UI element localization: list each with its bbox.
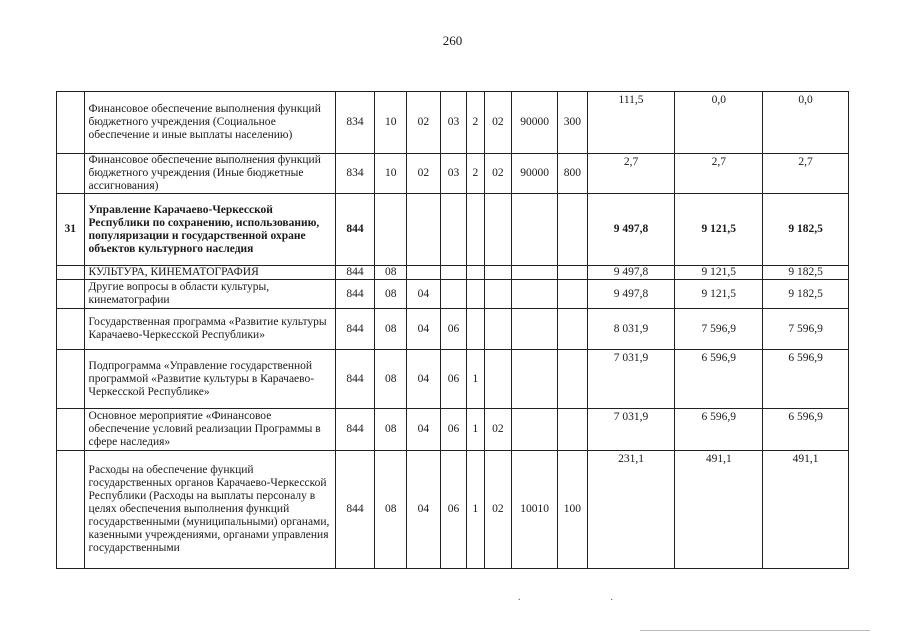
code-cell-c7: 90000 (512, 92, 558, 154)
row-number-cell (57, 409, 85, 451)
code-cell-c3: 04 (407, 350, 441, 409)
scan-marks: . . (518, 592, 613, 603)
amount-cell-v2: 491,1 (675, 451, 763, 569)
item-name-cell: Управление Карачаево-Черкесской Республики по сохранению, использованию, популяризации и государственной охране объектов культурного наследия (84, 194, 335, 266)
code-cell-c5: 1 (467, 409, 484, 451)
code-cell-c4: 06 (440, 451, 467, 569)
item-name-cell: Финансовое обеспечение выполнения функций бюджетного учреждения (Социальное обеспечение и иные выплаты населению) (84, 92, 335, 154)
code-cell-c6 (484, 350, 512, 409)
code-cell-c3: 04 (407, 451, 441, 569)
row-number-cell (57, 309, 85, 350)
code-cell-c1: 844 (335, 194, 375, 266)
item-name-cell: Государственная программа «Развитие культуры Карачаево-Черкесской Республики» (84, 309, 335, 350)
row-number-cell (57, 266, 85, 280)
amount-cell-v3: 6 596,9 (763, 409, 849, 451)
code-cell-c8 (558, 280, 588, 309)
table-row (57, 194, 849, 266)
code-cell-c7: 90000 (512, 154, 558, 194)
code-cell-c8 (558, 266, 588, 280)
code-cell-c2: 08 (375, 409, 407, 451)
code-cell-c7 (512, 409, 558, 451)
code-cell-c5: 2 (467, 92, 484, 154)
code-cell-c2: 08 (375, 309, 407, 350)
code-cell-c5: 1 (467, 451, 484, 569)
item-name-cell: Основное мероприятие «Финансовое обеспечение условий реализации Программы в сфере наследия» (84, 409, 335, 451)
code-cell-c2: 08 (375, 266, 407, 280)
code-cell-c2: 08 (375, 350, 407, 409)
code-cell-c6: 02 (484, 92, 512, 154)
code-cell-c4 (440, 266, 467, 280)
row-number-cell (57, 92, 85, 154)
amount-cell-v2: 9 121,5 (675, 280, 763, 309)
table-row (57, 309, 849, 350)
code-cell-c1: 844 (335, 451, 375, 569)
row-number-cell (57, 451, 85, 569)
item-name-cell: Другие вопросы в области культуры, кинематографии (84, 280, 335, 309)
code-cell-c2: 08 (375, 451, 407, 569)
code-cell-c4: 06 (440, 309, 467, 350)
code-cell-c1: 844 (335, 266, 375, 280)
code-cell-c2: 10 (375, 92, 407, 154)
amount-cell-v1: 9 497,8 (587, 280, 675, 309)
code-cell-c4: 06 (440, 409, 467, 451)
code-cell-c8 (558, 350, 588, 409)
amount-cell-v1: 7 031,9 (587, 350, 675, 409)
table-row (57, 409, 849, 451)
code-cell-c8: 800 (558, 154, 588, 194)
code-cell-c3 (407, 194, 441, 266)
amount-cell-v1: 231,1 (587, 451, 675, 569)
code-cell-c1: 844 (335, 409, 375, 451)
code-cell-c1: 844 (335, 280, 375, 309)
code-cell-c5: 1 (467, 350, 484, 409)
amount-cell-v3: 9 182,5 (763, 194, 849, 266)
code-cell-c7 (512, 350, 558, 409)
row-number-cell (57, 280, 85, 309)
code-cell-c7: 10010 (512, 451, 558, 569)
amount-cell-v1: 9 497,8 (587, 194, 675, 266)
code-cell-c7 (512, 266, 558, 280)
item-name-cell: Подпрограмма «Управление государственной программой «Развитие культуры в Карачаево-Черкесской Республике» (84, 350, 335, 409)
code-cell-c5 (467, 309, 484, 350)
item-name-cell: Расходы на обеспечение функций государственных органов Карачаево-Черкесской Республики (Расходы на выплаты персоналу в целях обеспечения выполнения функций государственными (муниципальными) органами, казенными учреждениями, органами управления государственными (84, 451, 335, 569)
code-cell-c6: 02 (484, 409, 512, 451)
table-row (57, 154, 849, 194)
amount-cell-v3: 9 182,5 (763, 280, 849, 309)
table-row (57, 92, 849, 154)
table-row (57, 451, 849, 569)
code-cell-c6 (484, 309, 512, 350)
code-cell-c8 (558, 194, 588, 266)
code-cell-c1: 844 (335, 350, 375, 409)
code-cell-c2 (375, 194, 407, 266)
code-cell-c3: 02 (407, 92, 441, 154)
code-cell-c5 (467, 194, 484, 266)
amount-cell-v3: 9 182,5 (763, 266, 849, 280)
code-cell-c2: 10 (375, 154, 407, 194)
row-number-cell: 31 (57, 194, 85, 266)
code-cell-c3: 04 (407, 409, 441, 451)
amount-cell-v3: 491,1 (763, 451, 849, 569)
code-cell-c1: 834 (335, 92, 375, 154)
amount-cell-v3: 6 596,9 (763, 350, 849, 409)
amount-cell-v2: 2,7 (675, 154, 763, 194)
code-cell-c5: 2 (467, 154, 484, 194)
code-cell-c8: 300 (558, 92, 588, 154)
scan-edge-line (640, 630, 870, 631)
code-cell-c1: 844 (335, 309, 375, 350)
amount-cell-v1: 7 031,9 (587, 409, 675, 451)
code-cell-c7 (512, 194, 558, 266)
code-cell-c3: 04 (407, 309, 441, 350)
code-cell-c7 (512, 309, 558, 350)
amount-cell-v1: 111,5 (587, 92, 675, 154)
table-row (57, 266, 849, 280)
amount-cell-v2: 9 121,5 (675, 194, 763, 266)
amount-cell-v2: 7 596,9 (675, 309, 763, 350)
budget-table (56, 91, 849, 569)
amount-cell-v3: 7 596,9 (763, 309, 849, 350)
code-cell-c4: 06 (440, 350, 467, 409)
code-cell-c4 (440, 194, 467, 266)
code-cell-c8: 100 (558, 451, 588, 569)
code-cell-c1: 834 (335, 154, 375, 194)
code-cell-c3 (407, 266, 441, 280)
item-name-cell: Финансовое обеспечение выполнения функций бюджетного учреждения (Иные бюджетные ассигнования) (84, 154, 335, 194)
amount-cell-v2: 0,0 (675, 92, 763, 154)
code-cell-c4 (440, 280, 467, 309)
amount-cell-v2: 6 596,9 (675, 350, 763, 409)
table-row (57, 350, 849, 409)
page-number: 260 (442, 33, 463, 48)
amount-cell-v1: 9 497,8 (587, 266, 675, 280)
code-cell-c3: 02 (407, 154, 441, 194)
code-cell-c6 (484, 266, 512, 280)
code-cell-c8 (558, 309, 588, 350)
row-number-cell (57, 350, 85, 409)
item-name-cell: КУЛЬТУРА, КИНЕМАТОГРАФИЯ (84, 266, 335, 280)
code-cell-c5 (467, 280, 484, 309)
amount-cell-v1: 8 031,9 (587, 309, 675, 350)
row-number-cell (57, 154, 85, 194)
amount-cell-v2: 9 121,5 (675, 266, 763, 280)
code-cell-c4: 03 (440, 154, 467, 194)
amount-cell-v3: 0,0 (763, 92, 849, 154)
amount-cell-v2: 6 596,9 (675, 409, 763, 451)
code-cell-c5 (467, 266, 484, 280)
amount-cell-v3: 2,7 (763, 154, 849, 194)
code-cell-c6: 02 (484, 451, 512, 569)
code-cell-c6: 02 (484, 154, 512, 194)
code-cell-c2: 08 (375, 280, 407, 309)
amount-cell-v1: 2,7 (587, 154, 675, 194)
code-cell-c8 (558, 409, 588, 451)
code-cell-c4: 03 (440, 92, 467, 154)
code-cell-c6 (484, 280, 512, 309)
code-cell-c7 (512, 280, 558, 309)
table-row (57, 280, 849, 309)
code-cell-c3: 04 (407, 280, 441, 309)
code-cell-c6 (484, 194, 512, 266)
